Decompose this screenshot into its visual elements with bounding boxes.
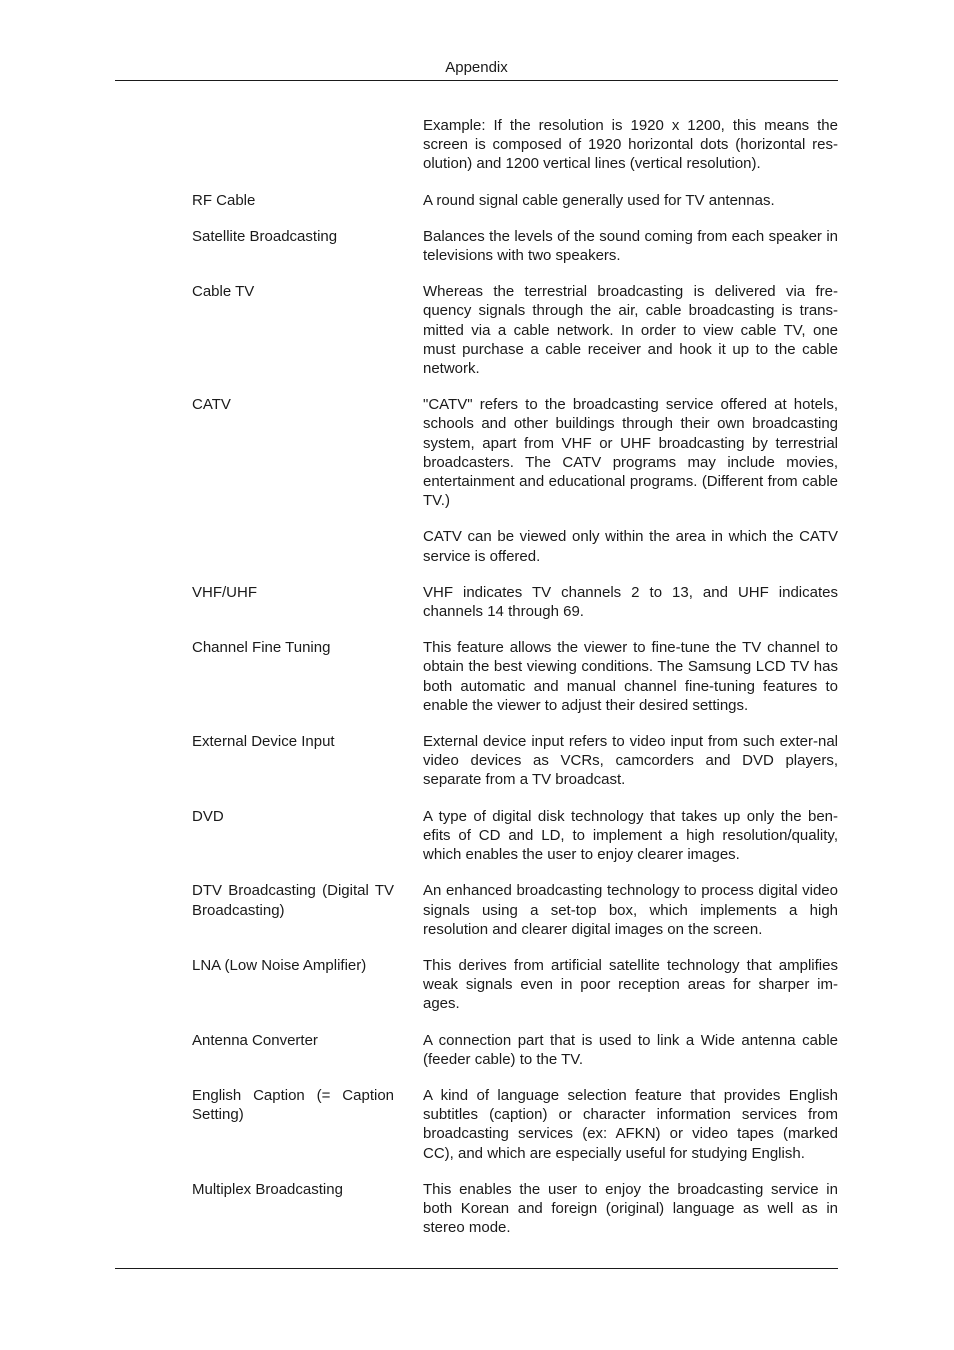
glossary-row xyxy=(192,1031,838,1069)
glossary-term: Satellite Broadcasting xyxy=(192,227,338,245)
glossary-term: Cable TV xyxy=(192,283,255,301)
glossary-definition xyxy=(423,116,838,174)
glossary-row xyxy=(192,732,838,790)
definition-paragraph: "CATV" refers to the broadcasting service offered at hotels, schools and other buildings through their own broadcasting system, apart from VHF or UHF broadcasting by terrestrial broadcasters. The CATV programs may include movies, entertainment and educational programs. (Different from cable TV.) xyxy=(423,396,838,510)
glossary-definition xyxy=(423,1031,838,1069)
glossary-row xyxy=(192,116,838,174)
glossary-term: DTV Broadcasting (Digital TV Broadcasting) xyxy=(192,882,394,919)
definition-paragraph: This feature allows the viewer to fine-tune the TV channel to obtain the best viewing conditions. The Samsung LCD TV has both automatic and manual channel fine-tuning features to enable the viewer to adjust their desired settings. xyxy=(423,639,838,714)
glossary-definition xyxy=(423,881,838,939)
glossary-row xyxy=(192,191,838,210)
definition-paragraph: A kind of language selection feature that provides English subtitles (caption) or character information services from broadcasting services (ex: AFKN) or video tapes (marked CC), and which are especially useful for studying English. xyxy=(423,1086,838,1162)
glossary-term: CATV xyxy=(192,396,231,414)
definition-paragraph: Whereas the terrestrial broadcasting is delivered via fre-quency signals through the air, cable broadcasting is trans-mitted via a cable network. In order to view cable TV, one must purchase a cable receiver and hook it up to the cable network. xyxy=(423,283,838,378)
glossary-definition xyxy=(423,1086,838,1163)
definition-paragraph: Balances the levels of the sound coming from each speaker in televisions with two speakers. xyxy=(423,227,838,265)
glossary-row xyxy=(192,1180,838,1238)
glossary-row xyxy=(192,807,838,865)
glossary-table xyxy=(192,116,838,1254)
definition-paragraph: An enhanced broadcasting technology to process digital video signals using a set-top box, which implements a high resolution and clearer digital images on the screen. xyxy=(423,882,838,938)
glossary-row xyxy=(192,395,838,566)
glossary-row xyxy=(192,1086,838,1163)
glossary-definition xyxy=(423,227,838,265)
definition-paragraph: A round signal cable generally used for TV antennas. xyxy=(423,191,775,209)
glossary-term: Multiplex Broadcasting xyxy=(192,1180,343,1198)
glossary-definition xyxy=(423,282,838,378)
glossary-row xyxy=(192,638,838,715)
definition-paragraph: This enables the user to enjoy the broadcasting service in both Korean and foreign (original) language as well as in stereo mode. xyxy=(423,1180,838,1237)
glossary-term: VHF/UHF xyxy=(192,583,257,601)
glossary-term: English Caption (= Caption Setting) xyxy=(192,1086,394,1124)
glossary-term: Channel Fine Tuning xyxy=(192,639,331,657)
glossary-definition xyxy=(423,638,838,715)
footer-divider xyxy=(115,1268,838,1269)
glossary-definition xyxy=(423,191,838,210)
glossary-term xyxy=(192,116,394,174)
glossary-term: External Device Input xyxy=(192,733,335,751)
glossary-row xyxy=(192,881,838,939)
glossary-row xyxy=(192,227,838,265)
glossary-definition xyxy=(423,583,838,621)
glossary-term: LNA (Low Noise Amplifier) xyxy=(192,956,367,974)
definition-paragraph: A type of digital disk technology that takes up only the ben-efits of CD and LD, to implement a high resolution/quality, which enables the user to enjoy clearer images. xyxy=(423,807,838,864)
glossary-term: DVD xyxy=(192,807,224,825)
definition-paragraph: This derives from artificial satellite technology that amplifies weak signals even in poor reception areas for sharper im-ages. xyxy=(423,956,838,1013)
definition-paragraph: Example: If the resolution is 1920 x 1200, this means the screen is composed of 1920 horizontal dots (horizontal res-olution) and 1200 vertical lines (vertical resolution). xyxy=(423,117,838,173)
glossary-term: RF Cable xyxy=(192,191,256,209)
definition-paragraph: External device input refers to video input from such exter-nal video devices as VCRs, camcorders and DVD players, separate from a TV broadcast. xyxy=(423,733,838,789)
glossary-definition xyxy=(423,1180,838,1238)
glossary-row xyxy=(192,583,838,621)
glossary-definition xyxy=(423,807,838,865)
glossary-definition xyxy=(423,956,838,1014)
glossary-definition xyxy=(423,732,838,790)
header-divider xyxy=(115,80,838,81)
definition-paragraph: A connection part that is used to link a Wide antenna cable (feeder cable) to the TV. xyxy=(423,1031,838,1068)
glossary-term: Antenna Converter xyxy=(192,1031,318,1049)
page-header-title: Appendix xyxy=(445,59,508,76)
glossary-row xyxy=(192,282,838,378)
definition-paragraph: VHF indicates TV channels 2 to 13, and UHF indicates channels 14 through 69. xyxy=(423,583,838,621)
definition-paragraph: CATV can be viewed only within the area in which the CATV service is offered. xyxy=(423,528,838,565)
glossary-definition xyxy=(423,395,838,566)
glossary-row xyxy=(192,956,838,1014)
